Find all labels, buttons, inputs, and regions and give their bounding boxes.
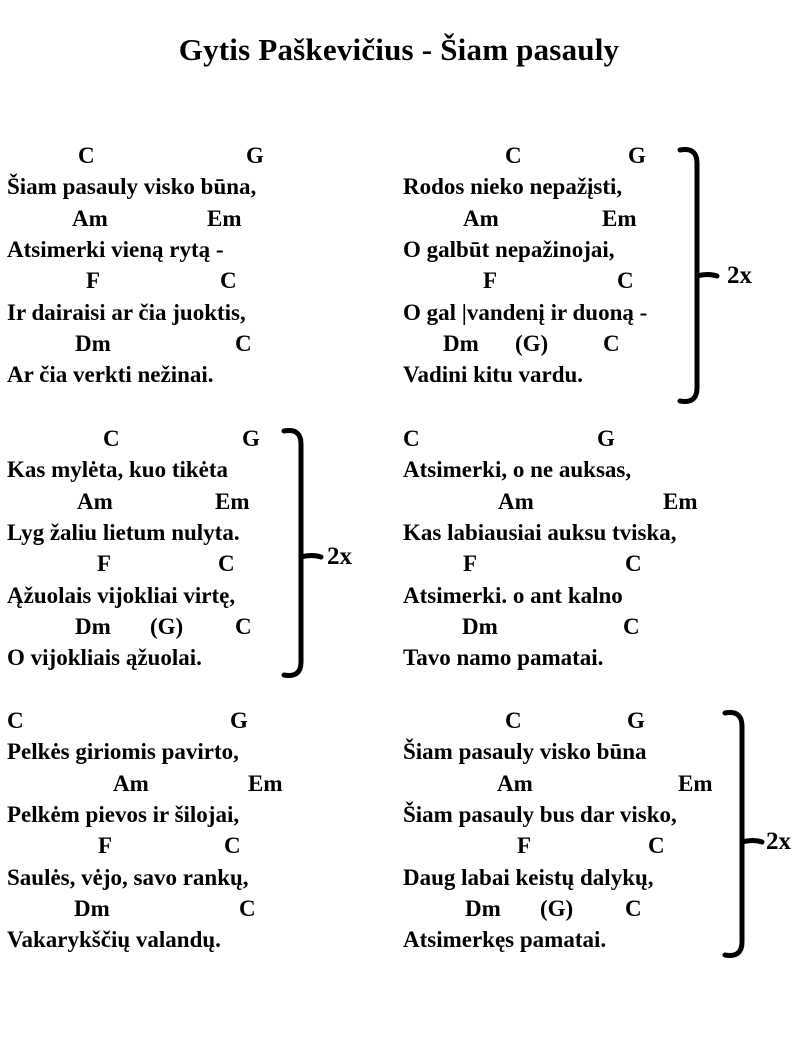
chord-em: Em <box>663 488 698 514</box>
chord-g: G <box>230 708 248 733</box>
chord-c: C <box>235 613 252 639</box>
lyric-line: Saulės, vėjo, savo rankų, <box>7 864 249 890</box>
chord-c: C <box>78 143 95 168</box>
chord-em: Em <box>602 205 637 231</box>
chord-f: F <box>463 551 478 577</box>
chord-c: C <box>603 330 620 356</box>
repeat-bracket <box>667 139 727 412</box>
lyric-line: Ir dairaisi ar čia juoktis, <box>7 299 246 325</box>
chord-em: Em <box>248 770 283 796</box>
chord-line <box>403 203 798 235</box>
chord-line <box>7 423 407 455</box>
chord-line <box>403 548 798 580</box>
lyric-line: Šiam pasauly visko būna <box>403 739 647 765</box>
chord-c: C <box>623 613 640 639</box>
lyric-line: Kas labiausiai auksu tviska, <box>403 519 677 545</box>
chord-c: C <box>625 551 642 577</box>
chord-line <box>7 486 407 518</box>
chord-line <box>7 611 407 643</box>
lyric-line: Lyg žaliu lietum nulyta. <box>7 519 240 545</box>
chord-g: G <box>597 426 615 451</box>
lyric-line: Vakarykščių valandų. <box>7 927 221 953</box>
chord-dm: Dm <box>74 895 110 921</box>
lyric-line: Atsimerki vieną rytą - <box>7 236 224 262</box>
lyric-line: Pelkėm pievos ir šilojai, <box>7 801 240 827</box>
chord-g: (G) <box>150 613 184 639</box>
chord-c: C <box>648 833 665 859</box>
chord-line <box>7 265 407 297</box>
chord-c: C <box>218 551 235 577</box>
chord-f: F <box>97 551 112 577</box>
chord-line <box>403 486 798 518</box>
chord-line <box>7 328 407 360</box>
lyric-line: O galbūt nepažinojai, <box>403 236 615 262</box>
repeat-count-label: 2x <box>327 543 352 570</box>
chord-c: C <box>625 895 642 921</box>
lyric-line: Tavo namo pamatai. <box>403 645 604 671</box>
chord-am: Am <box>113 770 149 796</box>
chord-g: (G) <box>540 895 574 921</box>
chord-line <box>7 768 407 800</box>
chord-g: G <box>242 426 260 451</box>
chord-g: (G) <box>515 330 549 356</box>
page-title: Gytis Paškevičius - Šiam pasauly <box>178 32 620 67</box>
chord-dm: Dm <box>75 613 111 639</box>
chord-dm: Dm <box>465 895 501 921</box>
chord-c: C <box>239 895 256 921</box>
lyric-line: Atsimerki, o ne auksas, <box>403 457 632 483</box>
chord-g: G <box>628 143 646 168</box>
chord-line <box>403 140 798 172</box>
chord-am: Am <box>463 205 499 231</box>
chord-line <box>7 830 407 862</box>
lyric-line: O vijokliais ąžuolai. <box>7 645 202 671</box>
chord-f: F <box>483 268 498 294</box>
lyric-line: Atsimerkęs pamatai. <box>403 927 607 953</box>
lyric-line: Šiam pasauly bus dar visko, <box>403 801 677 827</box>
chord-line <box>7 705 407 737</box>
repeat-count-label: 2x <box>727 262 752 289</box>
repeat-bracket <box>712 702 772 966</box>
chord-am: Am <box>498 488 534 514</box>
lyric-line: Pelkės giriomis pavirto, <box>7 739 239 765</box>
lyric-line: Atsimerki. o ant kalno <box>403 582 623 608</box>
chord-line <box>403 423 798 455</box>
chord-am: Am <box>72 205 108 231</box>
lyric-line: Ar čia verkti nežinai. <box>7 362 214 388</box>
chord-c: C <box>617 268 634 294</box>
lyric-line: Rodos nieko nepažįsti, <box>403 174 623 200</box>
chord-dm: Dm <box>443 330 479 356</box>
lyric-line: Vadini kitu vardu. <box>403 362 584 388</box>
chord-line <box>7 140 407 172</box>
chord-c: C <box>235 330 252 356</box>
chord-am: Am <box>77 488 113 514</box>
chord-g: G <box>627 708 645 733</box>
chord-c: C <box>505 708 522 733</box>
chord-am: Am <box>497 770 533 796</box>
lyric-line: O gal |vandenį ir duoną - <box>403 299 648 325</box>
chord-f: F <box>86 268 101 294</box>
lyric-line: Ąžuolais vijokliai virtę, <box>7 582 236 608</box>
chord-c: C <box>7 708 24 733</box>
repeat-count-label: 2x <box>766 828 791 855</box>
chord-c: C <box>220 268 237 294</box>
chord-f: F <box>517 833 532 859</box>
chord-c: C <box>505 143 522 168</box>
chord-line <box>403 328 798 360</box>
chord-line <box>7 893 407 925</box>
chord-dm: Dm <box>75 330 111 356</box>
chord-line <box>403 611 798 643</box>
chord-em: Em <box>678 770 713 796</box>
chord-f: F <box>98 833 113 859</box>
lyric-line: Kas mylėta, kuo tikėta <box>7 457 229 483</box>
chord-em: Em <box>215 488 250 514</box>
chord-em: Em <box>207 205 242 231</box>
chord-line <box>7 203 407 235</box>
lyric-line: Šiam pasauly visko būna, <box>7 174 257 200</box>
lyric-line: Daug labai keistų dalykų, <box>403 864 654 890</box>
chord-g: G <box>246 143 264 168</box>
chord-c: C <box>403 426 420 451</box>
chord-c: C <box>103 426 120 451</box>
repeat-bracket <box>271 420 331 686</box>
chord-c: C <box>224 833 241 859</box>
chord-dm: Dm <box>462 613 498 639</box>
